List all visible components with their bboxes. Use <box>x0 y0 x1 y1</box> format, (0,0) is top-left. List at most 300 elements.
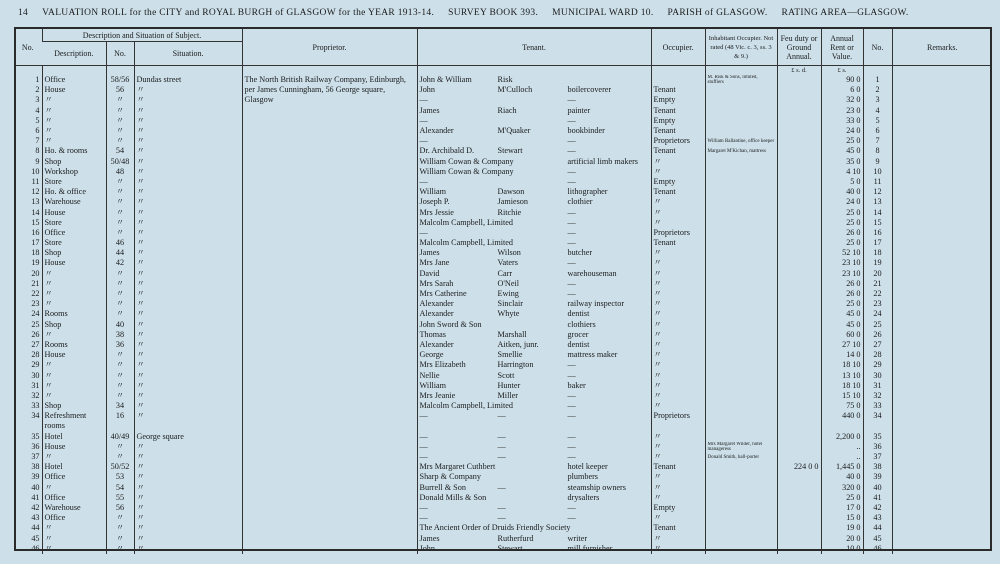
row-occupier: 〃 <box>651 493 705 503</box>
row-annual-rent: 60 0 <box>821 330 863 340</box>
row-number: 36 <box>31 441 40 451</box>
row-situation: 〃 <box>134 309 242 319</box>
row-annual-rent: 440 0 <box>821 411 863 421</box>
tenant-forename: Malcolm Campbell, Limited <box>419 401 513 411</box>
row-description: Hotel <box>42 462 106 472</box>
row-street-no: 〃 <box>106 95 134 105</box>
row-number-right: 26 <box>863 330 892 340</box>
row-occupier: 〃 <box>651 218 705 228</box>
tenant-forename: — <box>419 431 428 441</box>
row-occupier: 〃 <box>651 370 705 380</box>
row-number: 33 <box>31 401 40 411</box>
tenant-trade: grocer <box>567 329 589 339</box>
tenant-forename: John <box>419 85 435 95</box>
tenant-forename: Joseph P. <box>419 197 450 207</box>
tenant-surname: — <box>497 411 506 421</box>
tenant-forename: Mrs Elizabeth <box>419 360 466 370</box>
row-number-right: 37 <box>863 452 892 462</box>
tenant-forename: James <box>419 105 440 115</box>
row-situation: 〃 <box>134 483 242 493</box>
row-situation: 〃 <box>134 95 242 105</box>
row-inhabitant-occupier: Donald Smith, hall-porter <box>705 452 777 462</box>
col-situation: Situation. <box>134 42 242 66</box>
row-number-right: 33 <box>863 401 892 411</box>
row-description: Rooms <box>42 340 106 350</box>
row-situation: 〃 <box>134 340 242 350</box>
row-street-no: 40/49 <box>106 432 134 442</box>
row-situation: 〃 <box>134 116 242 126</box>
row-number: 21 <box>31 278 40 288</box>
tenant-forename: — <box>419 95 428 105</box>
tenant-trade: mill furnisher <box>567 543 613 553</box>
row-description: 〃 <box>42 299 106 309</box>
row-description: House <box>42 85 106 95</box>
row-occupier: 〃 <box>651 299 705 309</box>
row-number: 34 <box>31 411 40 421</box>
row-description: 〃 <box>42 533 106 543</box>
tenant-forename: Mrs Sarah <box>419 278 454 288</box>
tenant-trade: — <box>567 452 576 462</box>
row-situation: 〃 <box>134 503 242 513</box>
row-number-right: 34 <box>863 411 892 421</box>
row-annual-rent: 19 0 <box>821 523 863 533</box>
tenant-forename: Alexander <box>419 339 454 349</box>
row-number-right: 40 <box>863 483 892 493</box>
tenant-forename: — <box>419 176 428 186</box>
row-street-no: 56 <box>106 503 134 513</box>
row-occupier: 〃 <box>651 248 705 258</box>
row-number: 38 <box>31 462 40 472</box>
row-number-right: 42 <box>863 503 892 513</box>
row-description: Office <box>42 513 106 523</box>
row-description: 〃 <box>42 126 106 136</box>
row-description: 〃 <box>42 391 106 401</box>
row-situation: 〃 <box>134 320 242 330</box>
row-street-no: 〃 <box>106 350 134 360</box>
tenant-forename: — <box>419 115 428 125</box>
tenant-forename: William Cowan & Company <box>419 156 514 166</box>
page-number: 14 <box>18 8 29 18</box>
row-street-no: 〃 <box>106 513 134 523</box>
table-frame <box>14 27 992 551</box>
row-street-no: 〃 <box>106 533 134 543</box>
row-situation: 〃 <box>134 167 242 177</box>
tenant-surname: Aitken, junr. <box>497 339 539 349</box>
row-annual-rent: 40 0 <box>821 187 863 197</box>
row-occupier: 〃 <box>651 360 705 370</box>
col-street-no: No. <box>106 42 134 66</box>
row-occupier: 〃 <box>651 381 705 391</box>
row-description: Office <box>42 472 106 482</box>
row-street-no: 48 <box>106 167 134 177</box>
row-number: 41 <box>31 492 40 502</box>
row-annual-rent: 25 0 <box>821 493 863 503</box>
row-number-right: 41 <box>863 493 892 503</box>
row-situation: 〃 <box>134 146 242 156</box>
row-occupier: 〃 <box>651 207 705 217</box>
rating-area: RATING AREA—GLASGOW. <box>781 8 909 18</box>
row-number: 29 <box>31 360 40 370</box>
row-annual-rent: 23 10 <box>821 269 863 279</box>
row-number-right: 12 <box>863 187 892 197</box>
row-street-no: 56 <box>106 85 134 95</box>
tenant-trade: clothiers <box>567 319 596 329</box>
row-number-right: 45 <box>863 533 892 543</box>
row-situation: George square <box>134 432 242 442</box>
row-situation: Dundas street <box>134 75 242 85</box>
row-situation: 〃 <box>134 493 242 503</box>
row-street-no: 〃 <box>106 228 134 238</box>
row-annual-rent: 20 0 <box>821 533 863 543</box>
row-number: 43 <box>31 513 40 523</box>
row-annual-rent: 13 10 <box>821 370 863 380</box>
row-number-right: 46 <box>863 544 892 554</box>
row-description: 〃 <box>42 136 106 146</box>
row-description: Hotel <box>42 432 106 442</box>
row-occupier: Tenant <box>651 523 705 533</box>
row-situation: 〃 <box>134 279 242 289</box>
col-description-group: Description and Situation of Subject. <box>42 28 242 42</box>
row-description: Store <box>42 218 106 228</box>
row-description: House <box>42 258 106 268</box>
tenant-trade: steamship owners <box>567 482 626 492</box>
row-description: 〃 <box>42 116 106 126</box>
row-description: Shop <box>42 248 106 258</box>
tenant-forename: — <box>419 411 428 421</box>
tenant-trade: — <box>567 95 576 105</box>
row-annual-rent: 2,200 0 <box>821 432 863 442</box>
row-description: Office <box>42 228 106 238</box>
row-number: 12 <box>31 187 40 197</box>
row-street-no: 〃 <box>106 177 134 187</box>
tenant-surname: O'Neil <box>497 278 519 288</box>
row-annual-rent: 5 0 <box>821 177 863 187</box>
col-tenant: Tenant. <box>417 28 651 66</box>
parish: PARISH of GLASGOW. <box>667 8 768 18</box>
row-annual-rent: 320 0 <box>821 483 863 493</box>
row-street-no: 〃 <box>106 523 134 533</box>
tenant-forename: — <box>419 513 428 523</box>
row-number: 25 <box>31 319 40 329</box>
row-number-right: 3 <box>863 95 892 105</box>
row-street-no: 50/48 <box>106 157 134 167</box>
tenant-surname: Rutherfurd <box>497 533 534 543</box>
tenant-trade: mattress maker <box>567 350 618 360</box>
tenant-surname: Scott <box>497 370 515 380</box>
row-number-right: 13 <box>863 197 892 207</box>
row-occupier: Tenant <box>651 238 705 248</box>
row-inhabitant-occupier: M. Risk & Sons, limited, stuffiers <box>705 75 777 85</box>
tenant-surname: Stewart <box>497 146 523 156</box>
row-situation: 〃 <box>134 472 242 482</box>
col-no-right: No. <box>863 28 892 66</box>
tenant-forename: — <box>419 441 428 451</box>
row-situation: 〃 <box>134 513 242 523</box>
row-occupier: 〃 <box>651 289 705 299</box>
municipal-ward: MUNICIPAL WARD 10. <box>552 8 654 18</box>
row-situation: 〃 <box>134 197 242 207</box>
row-number: 5 <box>35 115 40 125</box>
tenant-surname: Harrington <box>497 360 534 370</box>
row-occupier: 〃 <box>651 309 705 319</box>
row-occupier: Tenant <box>651 106 705 116</box>
row-description: House <box>42 350 106 360</box>
row-number: 13 <box>31 197 40 207</box>
row-number-right: 19 <box>863 258 892 268</box>
row-number: 46 <box>31 543 40 553</box>
row-occupier: Empty <box>651 177 705 187</box>
row-number: 22 <box>31 289 40 299</box>
row-description: Workshop <box>42 167 106 177</box>
tenant-trade: — <box>567 278 576 288</box>
row-number-right: 31 <box>863 381 892 391</box>
col-inhabitant-occupier: Inhabitant Occupier. Not rated (48 Vic. c. 3, ss. 3 & 9.) <box>705 28 777 66</box>
row-street-no: 〃 <box>106 381 134 391</box>
tenant-forename: William <box>419 380 447 390</box>
row-inhabitant-occupier: Margaret M'Kichan, mattress <box>705 146 777 156</box>
row-street-no: 54 <box>106 146 134 156</box>
tenant-surname: Riach <box>497 105 517 115</box>
row-annual-rent: 24 0 <box>821 126 863 136</box>
row-number-right: 36 <box>863 442 892 452</box>
row-number-right: 29 <box>863 360 892 370</box>
tenant-forename: Mrs Jessie <box>419 207 454 217</box>
row-occupier: Tenant <box>651 85 705 95</box>
feu-units: £ s. d. <box>777 66 821 76</box>
row-annual-rent: .. <box>821 452 863 462</box>
row-number: 24 <box>31 309 40 319</box>
row-number: 42 <box>31 502 40 512</box>
tenant-forename: James <box>419 248 440 258</box>
row-street-no: 〃 <box>106 299 134 309</box>
row-number: 2 <box>35 85 40 95</box>
row-annual-rent: 90 0 <box>821 75 863 85</box>
tenant-trade: — <box>567 115 576 125</box>
row-number-right: 30 <box>863 370 892 380</box>
tenant-trade: — <box>567 238 576 248</box>
row-number: 37 <box>31 452 40 462</box>
tenant-forename: — <box>419 502 428 512</box>
row-description: 〃 <box>42 289 106 299</box>
tenant-surname: Carr <box>497 268 513 278</box>
tenant-trade: — <box>567 502 576 512</box>
row-description: Warehouse <box>42 197 106 207</box>
row-number: 6 <box>35 126 40 136</box>
row-number-right: 35 <box>863 432 892 442</box>
row-description: Warehouse <box>42 503 106 513</box>
tenant-forename: Donald Mills & Son <box>419 492 487 502</box>
tenant-forename: John <box>419 543 435 553</box>
row-number: 28 <box>31 350 40 360</box>
row-street-no: 55 <box>106 493 134 503</box>
row-description: House <box>42 207 106 217</box>
tenant-forename: Sharp & Company <box>419 472 481 482</box>
row-number: 9 <box>35 156 40 166</box>
row-occupier: 〃 <box>651 432 705 442</box>
row-street-no: 40 <box>106 320 134 330</box>
page-header <box>18 4 988 22</box>
row-occupier: 〃 <box>651 258 705 268</box>
row-street-no: 〃 <box>106 207 134 217</box>
tenant-trade: bookbinder <box>567 126 605 136</box>
row-description: Ho. & rooms <box>42 146 106 156</box>
row-description: 〃 <box>42 360 106 370</box>
row-number-right: 38 <box>863 462 892 472</box>
tenant-forename: James <box>419 533 440 543</box>
row-number-right: 44 <box>863 523 892 533</box>
row-number: 4 <box>35 105 40 115</box>
row-number: 39 <box>31 472 40 482</box>
row-situation: 〃 <box>134 248 242 258</box>
tenant-surname: — <box>497 441 506 451</box>
row-situation: 〃 <box>134 350 242 360</box>
row-number-right: 14 <box>863 207 892 217</box>
tenant-trade: — <box>567 176 576 186</box>
tenant-trade: dentist <box>567 309 590 319</box>
tenant-forename: Burrell & Son <box>419 482 466 492</box>
tenant-forename: Mrs Jeanie <box>419 390 456 400</box>
row-feu-duty: 224 0 0 <box>777 462 821 472</box>
row-annual-rent: 25 0 <box>821 238 863 248</box>
row-annual-rent: 25 0 <box>821 207 863 217</box>
tenant-forename: John Sword & Son <box>419 319 482 329</box>
tenant-forename: The Ancient Order of Druids Friendly Society <box>419 523 571 533</box>
row-description: Shop <box>42 401 106 411</box>
tenant-trade: butcher <box>567 248 593 258</box>
row-annual-rent: .. <box>821 442 863 452</box>
row-number: 17 <box>31 238 40 248</box>
row-annual-rent: 35 0 <box>821 157 863 167</box>
row-number-right: 15 <box>863 218 892 228</box>
tenant-trade: — <box>567 136 576 146</box>
row-annual-rent: 10 0 <box>821 544 863 554</box>
row-annual-rent: 24 0 <box>821 197 863 207</box>
row-occupier: 〃 <box>651 513 705 523</box>
row-annual-rent: 18 10 <box>821 360 863 370</box>
row-street-no: 〃 <box>106 370 134 380</box>
row-street-no: 〃 <box>106 452 134 462</box>
row-annual-rent: 45 0 <box>821 146 863 156</box>
tenant-trade: painter <box>567 105 591 115</box>
row-occupier: Proprietors <box>651 136 705 146</box>
row-description: Refreshment <box>42 411 106 421</box>
row-description: 〃 <box>42 370 106 380</box>
row-situation: 〃 <box>134 360 242 370</box>
row-annual-rent: 32 0 <box>821 95 863 105</box>
tenant-surname: M'Quaker <box>497 126 531 136</box>
row-occupier: Empty <box>651 503 705 513</box>
row-number: 14 <box>31 207 40 217</box>
row-number-right: 10 <box>863 167 892 177</box>
tenant-surname: Ewing <box>497 289 519 299</box>
row-street-no: 〃 <box>106 360 134 370</box>
row-annual-rent: 17 0 <box>821 503 863 513</box>
row-occupier: 〃 <box>651 442 705 452</box>
row-occupier: Tenant <box>651 187 705 197</box>
row-occupier: 〃 <box>651 391 705 401</box>
row-occupier: Empty <box>651 95 705 105</box>
row-situation: 〃 <box>134 289 242 299</box>
row-number-right: 5 <box>863 116 892 126</box>
row-situation: 〃 <box>134 411 242 421</box>
row-occupier: Proprietors <box>651 228 705 238</box>
tenant-trade: boilercoverer <box>567 85 612 95</box>
row-number-right: 17 <box>863 238 892 248</box>
tenant-forename: — <box>419 136 428 146</box>
row-description: Office <box>42 493 106 503</box>
row-number-right: 21 <box>863 279 892 289</box>
row-situation: 〃 <box>134 381 242 391</box>
row-street-no: 〃 <box>106 279 134 289</box>
tenant-forename: Alexander <box>419 126 454 136</box>
tenant-forename: George <box>419 350 444 360</box>
row-number-right: 43 <box>863 513 892 523</box>
row-annual-rent: 23 10 <box>821 258 863 268</box>
row-number: 8 <box>35 146 40 156</box>
row-occupier: 〃 <box>651 401 705 411</box>
row-street-no: 36 <box>106 340 134 350</box>
row-occupier: 〃 <box>651 533 705 543</box>
tenant-trade: artificial limb makers <box>567 156 638 166</box>
tenant-surname: Dawson <box>497 187 525 197</box>
row-description: 〃 <box>42 330 106 340</box>
row-situation: 〃 <box>134 452 242 462</box>
row-description: Ho. & office <box>42 187 106 197</box>
tenant-trade: — <box>567 370 576 380</box>
tenant-trade: — <box>567 401 576 411</box>
row-description: Shop <box>42 320 106 330</box>
tenant-trade: — <box>567 166 576 176</box>
row-description: House <box>42 442 106 452</box>
row-occupier: Tenant <box>651 146 705 156</box>
row-number: 20 <box>31 268 40 278</box>
row-occupier: 〃 <box>651 472 705 482</box>
row-street-no: 42 <box>106 258 134 268</box>
tenant-forename: Mrs Catherine <box>419 289 467 299</box>
tenant-surname: Vaters <box>497 258 518 268</box>
row-occupier: 〃 <box>651 483 705 493</box>
row-annual-rent: 1,445 0 <box>821 462 863 472</box>
row-number-right: 9 <box>863 157 892 167</box>
rent-units: £ s. <box>821 66 863 76</box>
tenant-trade: — <box>567 390 576 400</box>
row-number-right: 32 <box>863 391 892 401</box>
row-number-right: 25 <box>863 320 892 330</box>
row-street-no: 53 <box>106 472 134 482</box>
row-street-no: 〃 <box>106 309 134 319</box>
tenant-forename: William <box>419 187 447 197</box>
row-situation: 〃 <box>134 442 242 452</box>
row-number: 44 <box>31 523 40 533</box>
row-number-right: 8 <box>863 146 892 156</box>
tenant-trade: — <box>567 513 576 523</box>
tenant-trade: — <box>567 431 576 441</box>
row-street-no: 34 <box>106 401 134 411</box>
tenant-trade: — <box>567 207 576 217</box>
tenant-trade: — <box>567 411 576 421</box>
row-occupier: Tenant <box>651 462 705 472</box>
row-annual-rent: 6 0 <box>821 85 863 95</box>
row-annual-rent: 27 10 <box>821 340 863 350</box>
row-description: 〃 <box>42 544 106 554</box>
row-street-no: 〃 <box>106 544 134 554</box>
row-number-right: 2 <box>863 85 892 95</box>
row-situation: 〃 <box>134 136 242 146</box>
row-annual-rent: 18 10 <box>821 381 863 391</box>
row-number-right: 4 <box>863 106 892 116</box>
row-situation: 〃 <box>134 187 242 197</box>
row-occupier: 〃 <box>651 269 705 279</box>
